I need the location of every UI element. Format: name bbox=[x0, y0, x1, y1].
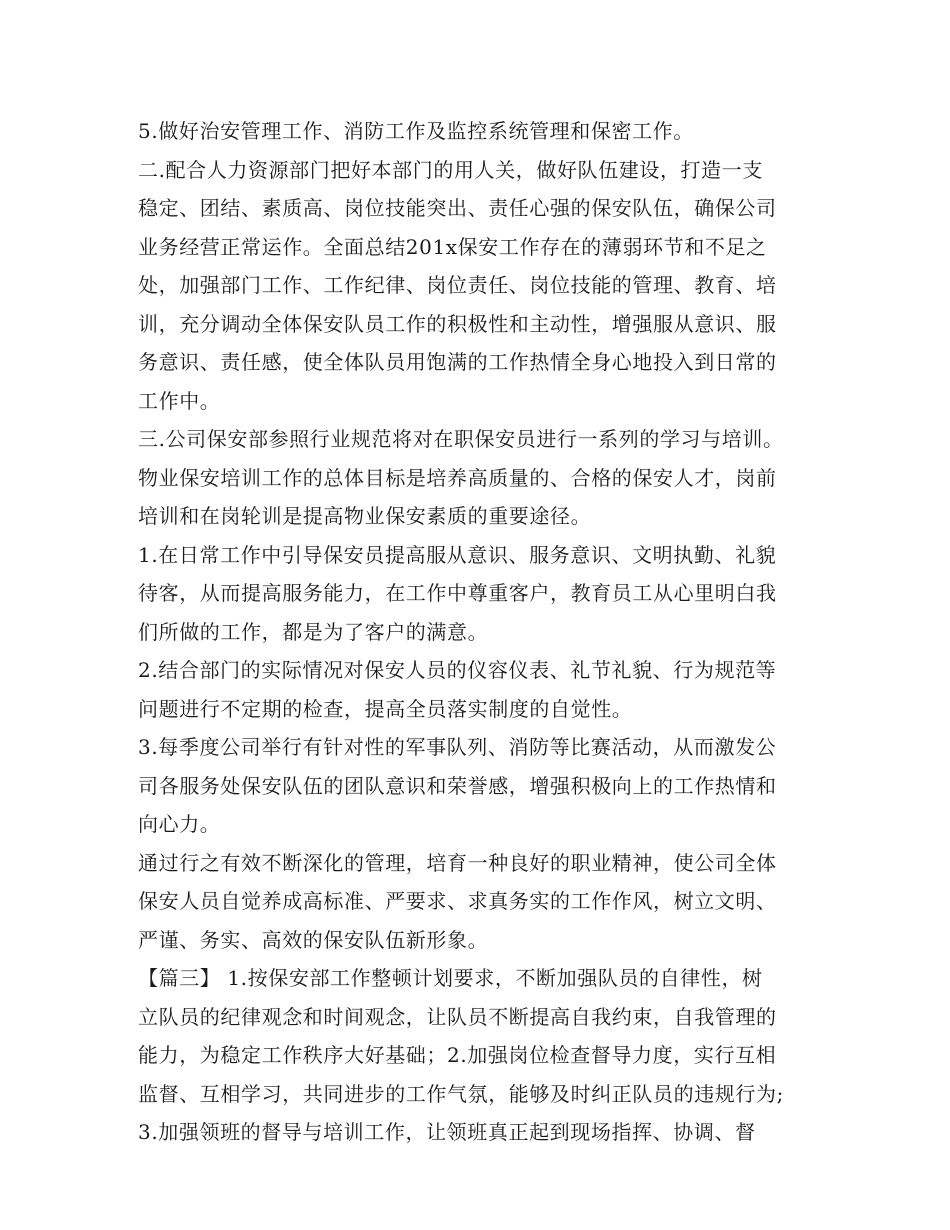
text-line: 3.加强领班的督导与培训工作，让领班真正起到现场指挥、协调、督 bbox=[138, 1120, 756, 1144]
text-line: 稳定、团结、素质高、岗位技能突出、责任心强的保安队伍，确保公司 bbox=[138, 196, 777, 220]
text-line: 立队员的纪律观念和时间观念，让队员不断提高自我约束，自我管理的 bbox=[138, 1004, 777, 1029]
text-line: 严谨、务实、高效的保安队伍新形象。 bbox=[138, 927, 489, 952]
text-line: 【篇三】 1.按保安部工作整顿计划要求，不断加强队员的自律性，树 bbox=[138, 966, 763, 990]
text-line: 5.做好治安管理工作、消防工作及监控系统管理和保密工作。 bbox=[138, 119, 694, 143]
text-line: 物业保安培训工作的总体目标是培养高质量的、合格的保安人才，岗前 bbox=[138, 465, 777, 490]
text-line: 业务经营正常运作。全面总结201x保安工作存在的薄弱环节和不足之 bbox=[138, 234, 767, 259]
text-line: 3.每季度公司举行有针对性的军事队列、消防等比赛活动，从而激发公 bbox=[138, 735, 777, 759]
text-line: 训，充分调动全体保安队员工作的积极性和主动性，增强服从意识、服 bbox=[138, 311, 777, 336]
text-line: 待客，从而提高服务能力，在工作中尊重客户，教育员工从心里明白我 bbox=[138, 581, 777, 605]
text-line: 二.配合人力资源部门把好本部门的用人关，做好队伍建设，打造一支 bbox=[138, 157, 763, 182]
text-line: 务意识、责任感，使全体队员用饱满的工作热情全身心地投入到日常的 bbox=[138, 350, 777, 374]
text-line: 能力，为稳定工作秩序大好基础；2.加强岗位检查督导力度，实行互相 bbox=[138, 1043, 777, 1067]
text-line: 2.结合部门的实际情况对保安人员的仪容仪表、礼节礼貌、行为规范等 bbox=[138, 658, 777, 682]
text-line: 们所做的工作，都是为了客户的满意。 bbox=[138, 619, 489, 644]
text-line: 向心力。 bbox=[138, 812, 221, 836]
document-body bbox=[138, 112, 828, 1152]
text-line: 司各服务处保安队伍的团队意识和荣誉感，增强积极向上的工作热情和 bbox=[138, 773, 777, 798]
text-line: 通过行之有效不断深化的管理，培育一种良好的职业精神，使公司全体 bbox=[138, 850, 777, 875]
text-line: 1.在日常工作中引导保安员提高服从意识、服务意识、文明执勤、礼貌 bbox=[138, 542, 777, 567]
text-line: 问题进行不定期的检查，提高全员落实制度的自觉性。 bbox=[138, 696, 633, 721]
text-line: 处，加强部门工作、工作纪律、岗位责任、岗位技能的管理、教育、培 bbox=[138, 273, 777, 297]
text-line: 工作中。 bbox=[138, 388, 221, 413]
text-line: 培训和在岗轮训是提高物业保安素质的重要途径。 bbox=[138, 504, 592, 528]
text-line: 监督、互相学习，共同进步的工作气氛，能够及时纠正队员的违规行为; bbox=[138, 1081, 784, 1106]
text-line: 保安人员自觉养成高标准、严要求、求真务实的工作作风，树立文明、 bbox=[138, 889, 777, 913]
text-line: 三.公司保安部参照行业规范将对在职保安员进行一系列的学习与培训。 bbox=[138, 427, 784, 451]
